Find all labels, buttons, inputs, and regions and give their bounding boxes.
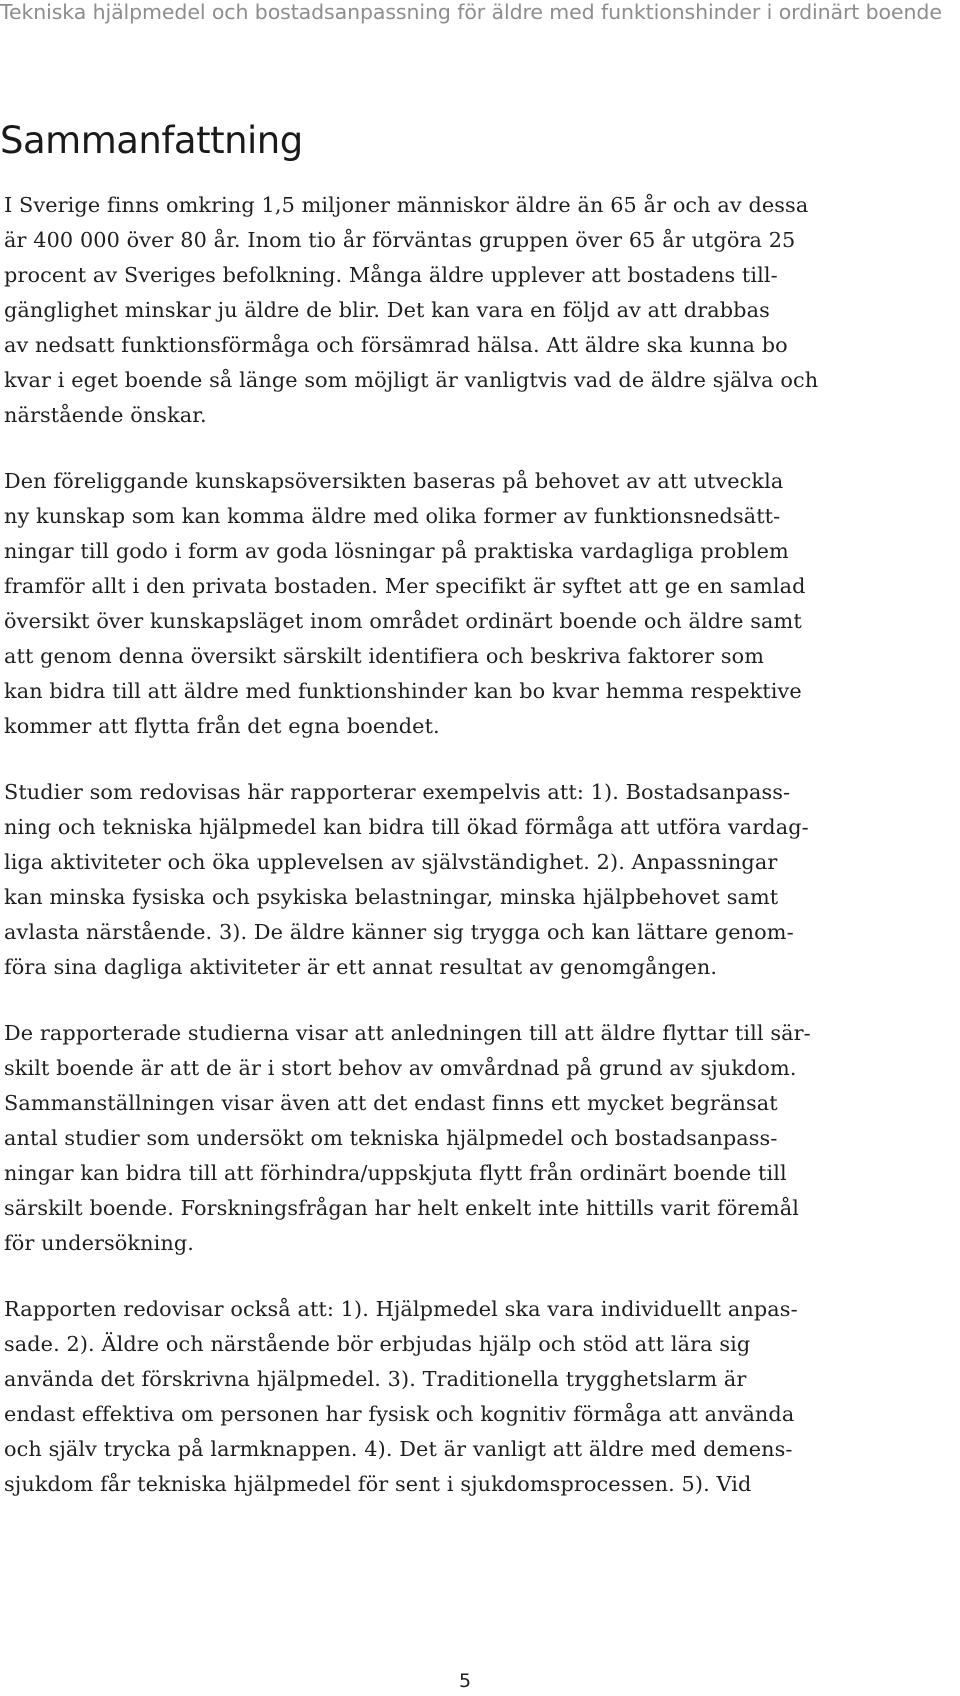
text-line: Sammanställningen visar även att det endast finns ett mycket begränsat	[4, 1091, 778, 1115]
text-line: närstående önskar.	[4, 403, 207, 427]
text-line: kommer att flytta från det egna boendet.	[4, 714, 440, 738]
text-line: av nedsatt funktionsförmåga och försämrad hälsa. Att äldre ska kunna bo	[4, 333, 788, 357]
text-line: föra sina dagliga aktiviteter är ett annat resultat av genomgången.	[4, 955, 718, 979]
page-number: 5	[458, 1670, 472, 1692]
text-line: avlasta närstående. 3). De äldre känner sig trygga och kan lättare genom-	[4, 920, 794, 944]
running-header: Tekniska hjälpmedel och bostadsanpassning för äldre med funktionshinder i ordinärt boende	[0, 0, 942, 24]
text-line: Rapporten redovisar också att: 1). Hjälpmedel ska vara individuellt anpas-	[4, 1297, 798, 1321]
paragraph-2	[4, 464, 934, 744]
paragraph-5	[4, 1292, 934, 1502]
section-heading: Sammanfattning	[0, 119, 303, 162]
text-line: I Sverige finns omkring 1,5 miljoner människor äldre än 65 år och av dessa	[4, 193, 809, 217]
paragraph-1	[4, 188, 934, 433]
paragraph-3	[4, 775, 934, 985]
text-line: särskilt boende. Forskningsfrågan har helt enkelt inte hittills varit föremål	[4, 1196, 800, 1220]
text-line: skilt boende är att de är i stort behov av omvårdnad på grund av sjukdom.	[4, 1056, 797, 1080]
text-line: procent av Sveriges befolkning. Många äldre upplever att bostadens till-	[4, 263, 778, 287]
text-line: antal studier som undersökt om tekniska hjälpmedel och bostadsanpass-	[4, 1126, 778, 1150]
text-line: kan minska fysiska och psykiska belastningar, minska hjälpbehovet samt	[4, 885, 779, 909]
text-line: kan bidra till att äldre med funktionshinder kan bo kvar hemma respektive	[4, 679, 802, 703]
text-line: att genom denna översikt särskilt identifiera och beskriva faktorer som	[4, 644, 765, 668]
text-line: endast effektiva om personen har fysisk och kognitiv förmåga att använda	[4, 1402, 795, 1426]
text-line: ningar till godo i form av goda lösningar på praktiska vardagliga problem	[4, 539, 789, 563]
text-line: Studier som redovisas här rapporterar exempelvis att: 1). Bostadsanpass-	[4, 780, 791, 804]
text-line: och själv trycka på larmknappen. 4). Det är vanligt att äldre med demens-	[4, 1437, 793, 1461]
text-line: framför allt i den privata bostaden. Mer specifikt är syftet att ge en samlad	[4, 574, 806, 598]
text-line: översikt över kunskapsläget inom området ordinärt boende och äldre samt	[4, 609, 802, 633]
text-line: ningar kan bidra till att förhindra/uppskjuta flytt från ordinärt boende till	[4, 1161, 787, 1185]
text-line: ny kunskap som kan komma äldre med olika former av funktionsnedsätt-	[4, 504, 781, 528]
paragraph-4	[4, 1016, 934, 1261]
text-line: använda det förskrivna hjälpmedel. 3). Traditionella trygghetslarm är	[4, 1367, 747, 1391]
text-line: sjukdom får tekniska hjälpmedel för sent i sjukdomsprocessen. 5). Vid	[4, 1472, 752, 1496]
text-line: Den föreliggande kunskapsöversikten baseras på behovet av att utveckla	[4, 469, 784, 493]
text-line: De rapporterade studierna visar att anledningen till att äldre flyttar till sär-	[4, 1021, 811, 1045]
text-line: sade. 2). Äldre och närstående bör erbjudas hjälp och stöd att lära sig	[4, 1332, 751, 1356]
text-line: gänglighet minskar ju äldre de blir. Det kan vara en följd av att drabbas	[4, 298, 770, 322]
text-line: liga aktiviteter och öka upplevelsen av självständighet. 2). Anpassningar	[4, 850, 778, 874]
text-line: kvar i eget boende så länge som möjligt är vanligtvis vad de äldre själva och	[4, 368, 819, 392]
text-line: ning och tekniska hjälpmedel kan bidra till ökad förmåga att utföra vardag-	[4, 815, 809, 839]
text-line: för undersökning.	[4, 1231, 194, 1255]
text-line: är 400 000 över 80 år. Inom tio år förväntas gruppen över 65 år utgöra 25	[4, 228, 796, 252]
body-text	[4, 188, 934, 1533]
